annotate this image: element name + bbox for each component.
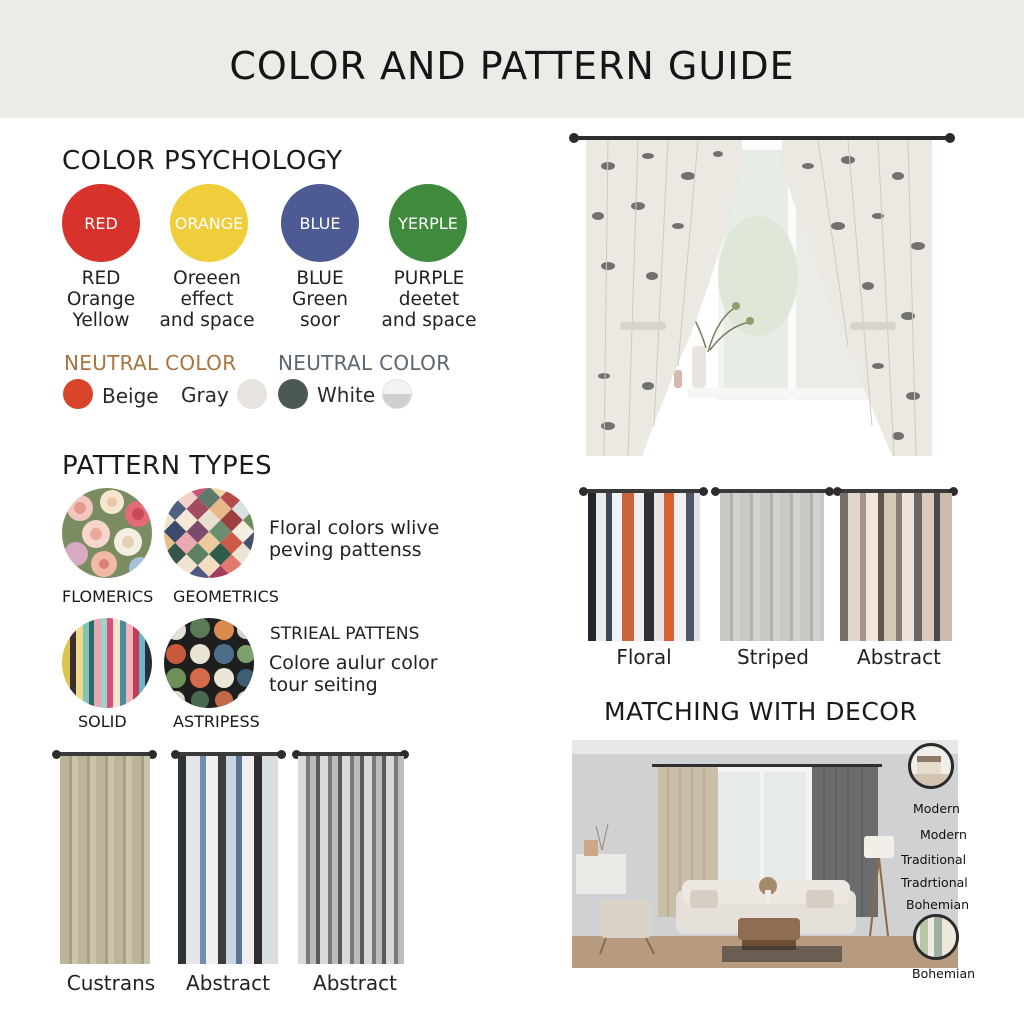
- solid-label: SOLID: [78, 712, 127, 731]
- description-line: and space: [159, 310, 255, 331]
- rod-finial: [579, 487, 588, 496]
- description-line: PURPLE: [393, 268, 465, 289]
- floral-description-line: Floral colors wlive: [269, 517, 440, 539]
- floral-description-line: peving pattenss: [269, 539, 422, 561]
- neutral-color-heading: NEUTRAL COLOR: [64, 351, 237, 375]
- floral-curtain-window-photo: [568, 126, 958, 460]
- swatch-purple-label: YERPLE: [398, 213, 458, 233]
- strieal-description-line: tour seiting: [269, 674, 378, 696]
- curtain-sample-label: Striped: [736, 645, 809, 669]
- strieal-description: [269, 652, 438, 696]
- curtain-sample-label: Abstract: [186, 971, 270, 995]
- orange-stripe-curtain-sample: [588, 493, 700, 641]
- strieal-patterns-title: STRIEAL PATTENS: [270, 624, 420, 644]
- header-bar: [0, 0, 1024, 118]
- neutral-color-heading: NEUTRAL COLOR: [278, 351, 451, 375]
- geometric-pattern-swatch: [164, 488, 254, 578]
- description-line: Oreeen: [173, 268, 241, 289]
- description-line: soor: [300, 310, 340, 331]
- decor-style-tag: Bohemian: [912, 966, 976, 981]
- swatch-red-label: RED: [84, 213, 118, 233]
- gray-label: Gray: [181, 383, 229, 407]
- description-line: effect: [180, 289, 234, 310]
- curtain-sample-label: Floral: [616, 645, 672, 669]
- astripess-label: ASTRIPESS: [173, 712, 260, 731]
- beige-dot: [63, 379, 93, 409]
- warm-stripe-curtain-sample: [840, 493, 952, 641]
- page-title: COLOR AND PATTERN GUIDE: [229, 44, 795, 88]
- description-line: Yellow: [72, 310, 130, 331]
- floral-description: [269, 517, 439, 561]
- floral-pattern-swatch: [62, 488, 152, 578]
- solid-stripe-swatch: [62, 618, 152, 708]
- light-gray-dot: [382, 379, 412, 409]
- white-dot: [278, 379, 308, 409]
- khaki-curtain-sample: [60, 756, 150, 964]
- description-line: RED: [81, 268, 121, 289]
- description-line: deetet: [398, 289, 460, 310]
- beige-label: Beige: [102, 384, 159, 408]
- description-line: and space: [381, 310, 477, 331]
- gray-stripe-curtain-sample: [298, 756, 404, 964]
- curtain-sample-label: Abstract: [313, 971, 397, 995]
- swatch-orange-label: ORANGE: [174, 213, 244, 233]
- gray-dot: [237, 379, 267, 409]
- swatch-orange: [170, 184, 248, 262]
- description-line: Orange: [66, 289, 136, 310]
- description-line: Green: [291, 289, 349, 310]
- rod-finial: [699, 487, 708, 496]
- decor-style-tag: Modern: [920, 827, 967, 842]
- strieal-description-line: Colore aulur color: [269, 652, 438, 674]
- swatch-orange-description: [147, 268, 267, 331]
- swatch-purple-description: [369, 268, 489, 331]
- decor-style-tag: Modern: [913, 801, 960, 816]
- gray-solid-curtain-sample: [720, 493, 824, 641]
- decor-style-tag: Tradrtional: [901, 875, 968, 890]
- swatch-blue: [281, 184, 359, 262]
- swatch-red-description: [41, 268, 161, 331]
- curtain-sample-label: Abstract: [857, 645, 941, 669]
- bohemian-style-thumbnail: [913, 914, 959, 960]
- decor-style-tag: Traditional: [901, 852, 967, 867]
- white-label: White: [317, 383, 376, 407]
- swatch-purple: [389, 184, 467, 262]
- description-line: BLUE: [296, 268, 344, 289]
- geometrics-label: GEOMETRICS: [173, 587, 279, 606]
- color-psychology-title: COLOR PSYCHOLOGY: [62, 146, 343, 176]
- decor-style-tag: Bohemian: [906, 897, 970, 912]
- modern-style-thumbnail: [908, 743, 954, 789]
- rod-finial: [711, 487, 720, 496]
- swatch-blue-description: [260, 268, 380, 331]
- abstract-pattern-swatch: [164, 618, 254, 708]
- rod-finial: [277, 750, 286, 759]
- swatch-red: [62, 184, 140, 262]
- pattern-types-title: PATTERN TYPES: [62, 451, 273, 481]
- flomerics-label: FLOMERICS: [62, 587, 154, 606]
- blue-stripe-curtain-sample: [178, 756, 278, 964]
- swatch-blue-label: BLUE: [299, 213, 341, 233]
- matching-with-decor-title: MATCHING WITH DECOR: [604, 697, 918, 726]
- curtain-sample-label: Custrans: [66, 971, 156, 995]
